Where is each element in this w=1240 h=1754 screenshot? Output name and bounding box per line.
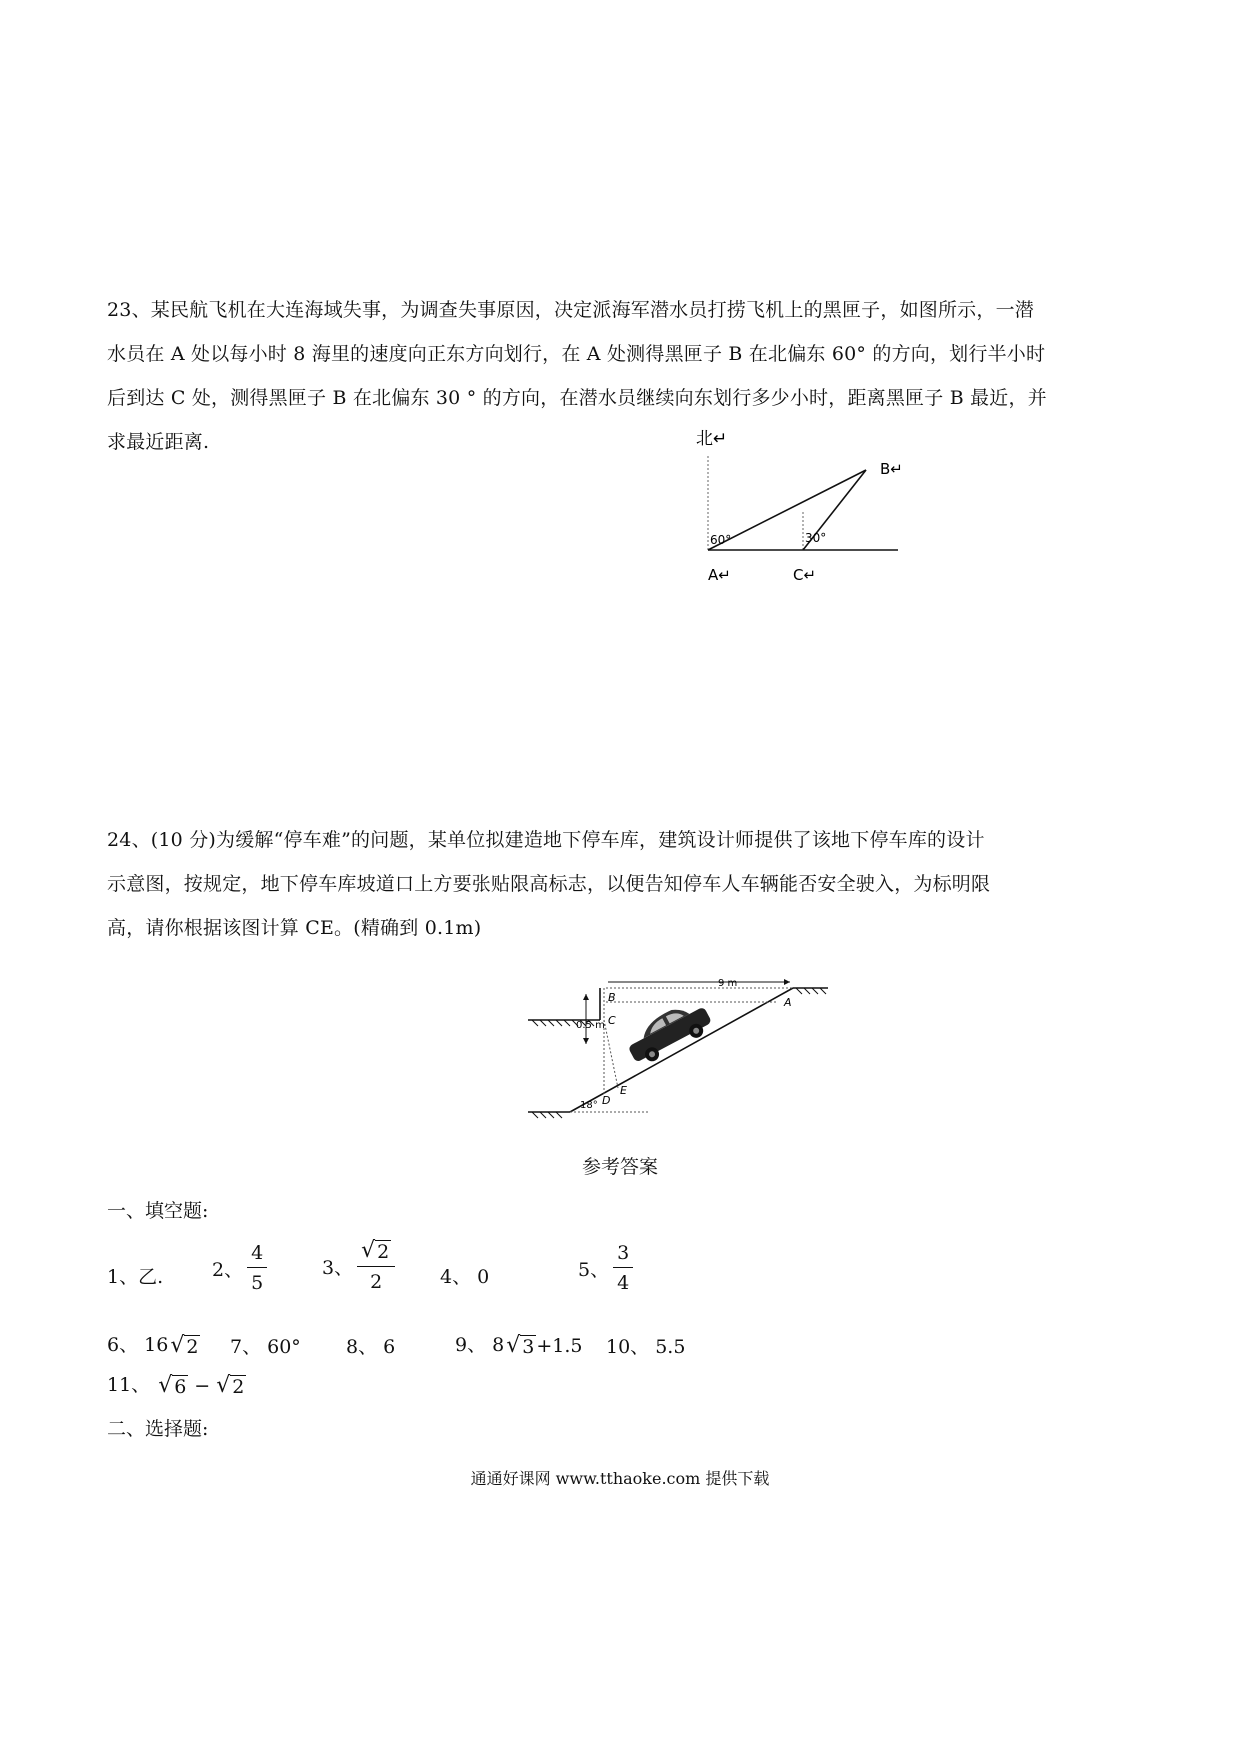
q23-label-a: A↵	[708, 566, 731, 584]
q23-angle-c: 30°	[805, 531, 827, 545]
answer-5-label: 5、	[578, 1259, 610, 1281]
answer-6-radicand: 2	[186, 1336, 199, 1358]
q24-ground-hatch-bottom	[532, 1112, 562, 1118]
answer-11-label: 11、	[107, 1374, 151, 1396]
q24-label-height: 0.5 m	[576, 1020, 605, 1031]
answer-11-radicand-1: 6	[174, 1376, 187, 1398]
q23-label-b: B↵	[880, 460, 903, 478]
page-footer: 通通好课网 www.tthaoke.com 提供下载	[470, 1469, 770, 1488]
q23-angle-a: 60°	[710, 533, 732, 547]
answer-7: 7、 60°	[230, 1336, 301, 1358]
section-multiple-choice: 二、选择题:	[107, 1418, 209, 1440]
answer-3-numerator	[357, 1240, 395, 1267]
answer-10: 10、 5.5	[606, 1336, 686, 1358]
answer-11-sqrt-2	[216, 1375, 246, 1397]
answer-3	[322, 1240, 399, 1292]
q24-line-2: 示意图，按规定，地下停车库坡道口上方要张贴限高标志，以便告知停车人车辆能否安全驶入，为标明限	[107, 873, 991, 895]
answer-11	[107, 1370, 246, 1397]
answer-6	[107, 1330, 200, 1357]
answer-9-radicand: 3	[522, 1336, 535, 1358]
q24-label-b: B	[608, 991, 616, 1004]
answer-4: 4、 0	[440, 1266, 490, 1288]
answer-5-denominator: 4	[617, 1272, 630, 1294]
answer-9	[455, 1330, 582, 1357]
q24-ce-dash	[604, 1020, 618, 1088]
q24-label-angle: 18°	[580, 1100, 598, 1111]
answer-2-numerator: 4	[247, 1244, 267, 1268]
answer-6-sqrt	[170, 1335, 200, 1357]
sqrt-icon: √	[216, 1373, 231, 1398]
section-fill-blank: 一、填空题:	[107, 1200, 209, 1222]
answer-8: 8、 6	[346, 1336, 396, 1358]
answers-title: 参考答案	[581, 1156, 658, 1178]
answer-3-fraction	[357, 1240, 395, 1292]
answer-3-radicand: 2	[377, 1241, 390, 1263]
sqrt-icon: √	[158, 1373, 173, 1398]
q23-line-1: 23、某民航飞机在大连海域失事，为调查失事原因，决定派海军潜水员打捞飞机上的黑匣子，如图所示，一潜	[107, 299, 1034, 321]
sqrt-icon: √	[361, 1238, 376, 1263]
q24-ground-hatch-right	[796, 988, 826, 994]
answer-3-denominator: 2	[370, 1271, 383, 1293]
answer-6-label: 6、 16	[107, 1334, 169, 1356]
q24-figure	[528, 976, 838, 1126]
q24-label-d: D	[602, 1094, 611, 1107]
answer-1: 1、乙.	[107, 1266, 164, 1288]
q23-label-c: C↵	[793, 566, 817, 584]
answer-11-minus: −	[194, 1375, 211, 1397]
answer-9-tail: +1.5	[536, 1335, 583, 1357]
q24-line-1: 24、(10 分)为缓解“停车难”的问题，某单位拟建造地下停车库，建筑设计师提供了该地下停车库的设计	[107, 829, 985, 851]
q23-line-3: 后到达 C 处，测得黑匣子 B 在北偏东 30 ° 的方向，在潜水员继续向东划行多少小时，距离黑匣子 B 最近，并	[107, 387, 1047, 409]
q24-label-c: C	[608, 1014, 616, 1027]
answer-2-label: 2、	[212, 1259, 244, 1281]
q23-label-north: 北↵	[696, 429, 728, 449]
answer-11-sqrt-1	[158, 1375, 188, 1397]
q23-line-ab	[708, 470, 866, 550]
q23-line-4: 求最近距离.	[107, 431, 210, 453]
answer-5	[578, 1244, 637, 1293]
answer-2	[212, 1244, 271, 1293]
sqrt-icon: √	[170, 1333, 185, 1358]
answer-3-label: 3、	[322, 1256, 354, 1279]
answer-2-fraction	[247, 1244, 267, 1293]
answer-3-sqrt	[361, 1240, 391, 1262]
q24-line-3: 高，请你根据该图计算 CE。(精确到 0.1m)	[107, 917, 482, 939]
q24-width-arrowhead	[784, 979, 790, 985]
answer-5-numerator: 3	[613, 1244, 633, 1268]
q23-figure	[690, 420, 930, 595]
answer-5-fraction	[613, 1244, 633, 1293]
q24-label-e: E	[620, 1084, 627, 1097]
q24-label-a: A	[784, 996, 792, 1009]
sqrt-icon: √	[506, 1333, 521, 1358]
q24-label-width: 9 m	[718, 978, 738, 989]
q23-line-2: 水员在 A 处以每小时 8 海里的速度向正东方向划行，在 A 处测得黑匣子 B 在北偏东 60° 的方向，划行半小时	[107, 343, 1046, 365]
answer-11-radicand-2: 2	[232, 1376, 245, 1398]
answer-2-denominator: 5	[251, 1272, 264, 1294]
answer-9-label: 9、 8	[455, 1334, 505, 1356]
answer-9-sqrt	[506, 1335, 536, 1357]
